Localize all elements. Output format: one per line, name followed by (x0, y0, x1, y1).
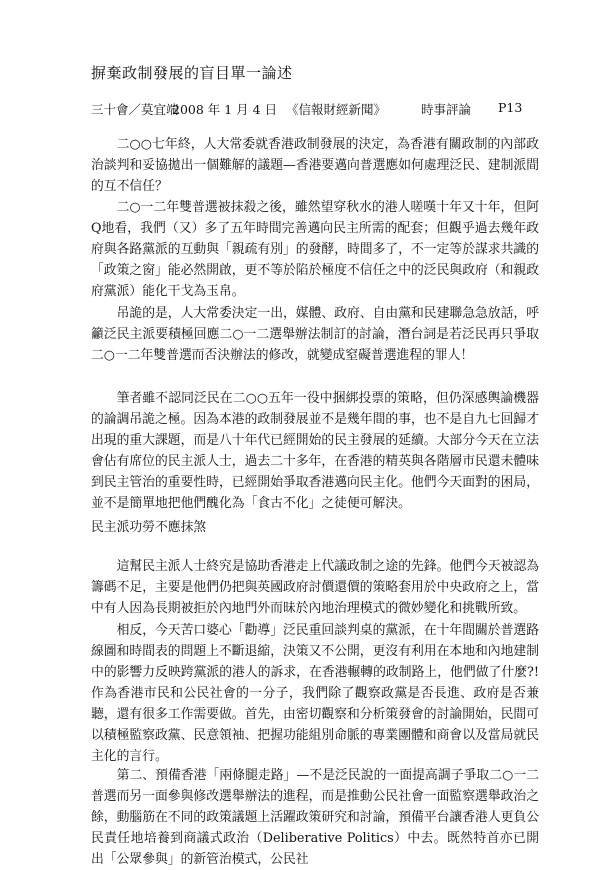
section-subheading: 民主派功勞不應抹煞 (91, 520, 207, 535)
article-title: 摒棄政制發展的盲目單一論述 (91, 64, 293, 82)
paragraph: 筆者雖不認同泛民在二○○五年一役中捆綁投票的策略，但仍深感輿論機器的論調吊詭之極。因為本港的政制發展並不是幾年間的事，也不是自九七回歸才出現的重大課題，而是八十年代已經開始的民主發展的延續。大部分今天在立法會佔有席位的民主派人士，過去二十多年，在香港的精英與各階層市民還未體味到民主管治的重要性時，已經開始爭取香港邁向民主化。他們今天面對的困局，並不是簡單地把他們醜化為「食古不化」之徒便可解決。 (91, 391, 539, 511)
paragraph: 這幫民主派人士終究是協助香港走上代議政制之途的先鋒。他們今天被認為籌碼不足，主要是他們仍把與英國政府討價還價的策略套用於中央政府之上，當中有人因為長期被拒於內地門外而昧於內地治理模式的微妙變化和挑戰所致。 (91, 559, 539, 616)
paragraph: 二○○七年終，人大常委就香港政制發展的決定，為香港有關政制的內部政治談判和妥協拋出一個難解的議題—香港要邁向普選應如何處理泛民、建制派間的互不信任？ (91, 137, 539, 194)
section-label: 時事評論 (421, 102, 472, 117)
publish-date: 2008 年 1 月 4 日 (172, 102, 278, 117)
source-publication: 《信報財經新聞》 (286, 102, 387, 117)
paragraph: 吊詭的是，人大常委決定一出，媒體、政府、自由黨和民建聯急急放話，呼籲泛民主派要積極回應二○一二選舉辦法制訂的討論，潛台詞是若泛民再只爭取二○一二年雙普選而否決辦法的修改，就變成窒礙普選進程的罪人！ (91, 306, 539, 363)
paragraph: 第二、預備香港「兩條腿走路」—不是泛民說的一面提高調子爭取二○一二普選而另一面參與修改選舉辦法的進程，而是推動公民社會一面監察選舉政治之餘，動腦筋在不同的政策議題上活躍政策研究和討論，預備平台讓香港人更負公民責任地培養到商議式政治（Deliberative Politics）中去。既然特首亦已開出「公眾參與」的新管治模式，公民社 (91, 768, 539, 867)
paragraph: 二○一二年雙普選被抹殺之後，雖然望穿秋水的港人嗟嘆十年又十年，但阿Q地看，我們（又）多了五年時間完善邁向民主所需的配套；但觀乎過去幾年政府與各路黨派的互動與「親疏有別」的發酵，時間多了，不一定等於謀求共識的「政策之窗」能必然開啟，更不等於陷於極度不信任之中的泛民與政府（和親政府黨派）能化干戈為玉帛。 (91, 200, 539, 299)
paragraph: 相反，今天苦口婆心「勸導」泛民重回談判桌的黨派，在十年間關於普選路線圖和時間表的問題上不斷退縮，決策又不公開，更沒有利用在本地和內地建制中的影響力反映跨黨派的港人的訴求，在香港輾轉的政制路上，他們做了什麼?! 作為香港市民和公民社會的一分子，我們除了觀察政黨是否長進、政府是否兼聽，還有很多工作需要做。首先，由密切觀察和分析策發會的討論開始，民間可以積極監察政黨、民意領袖、把握功能組別命脈的專業團體和商會以及當局就民主化的言行。 (91, 623, 565, 764)
byline: 三十會／莫宜端 (91, 102, 179, 117)
page-number: P13 (498, 100, 523, 115)
